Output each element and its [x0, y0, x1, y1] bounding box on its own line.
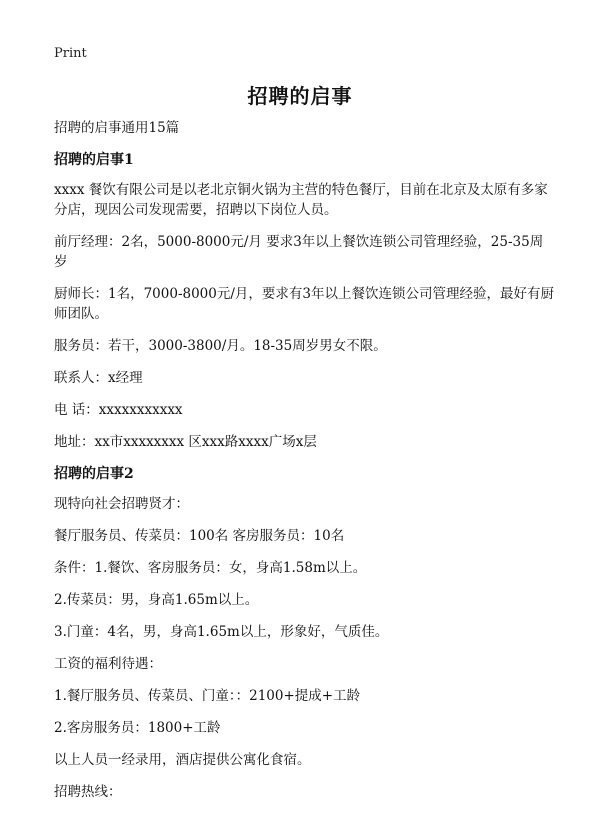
- hotline-label: 招聘热线：: [54, 784, 122, 800]
- section-heading-2: 招聘的启事2: [54, 466, 134, 482]
- condition-1: 条件：1.餐饮、客房服务员：女，身高1.58m以上。: [54, 560, 367, 576]
- benefit-1: 1.餐厅服务员、传菜员、门童：：2100+提成+工龄: [54, 688, 361, 704]
- document-subtitle: 招聘的启事通用15篇: [54, 120, 180, 136]
- condition-2: 2.传菜员：男，身高1.65m以上。: [54, 592, 259, 608]
- condition-3: 3.门童：4名，男，身高1.65m以上，形象好，气质佳。: [54, 624, 389, 640]
- contact-person: 联系人：x经理: [54, 370, 143, 386]
- job-waiter: 服务员：若干，3000-3800/月。18-35周岁男女不限。: [54, 338, 387, 354]
- print-link[interactable]: Print: [54, 46, 87, 61]
- job-front-manager: 前厅经理：2名，5000-8000元/月 要求3年以上餐饮连锁公司管理经验，25-35周岁: [54, 234, 544, 270]
- job-head-chef: 厨师长：1名，7000-8000元/月，要求有3年以上餐饮连锁公司管理经验，最好有厨师团队。: [54, 286, 555, 322]
- document-body: [54, 118, 554, 814]
- contact-address: 地址：xx市xxxxxxxx 区xxx路xxxx广场x层: [54, 434, 317, 450]
- accommodation-note: 以上人员一经录用，酒店提供公寓化食宿。: [54, 752, 311, 768]
- positions-count: 餐厅服务员、传菜员：100名 客房服务员：10名: [54, 528, 345, 544]
- page-title: 招聘的启事: [247, 84, 353, 108]
- company-intro: xxxx 餐饮有限公司是以老北京铜火锅为主营的特色餐厅，目前在北京及太原有多家分店，现因公司发现需要，招聘以下岗位人员。: [54, 182, 548, 218]
- contact-phone: 电 话：xxxxxxxxxxx: [54, 402, 183, 418]
- recruit-intro: 现特向社会招聘贤才：: [54, 496, 189, 512]
- benefits-heading: 工资的福利待遇：: [54, 656, 162, 672]
- section-heading-1: 招聘的启事1: [54, 152, 134, 168]
- benefit-2: 2.客房服务员：1800+工龄: [54, 720, 221, 736]
